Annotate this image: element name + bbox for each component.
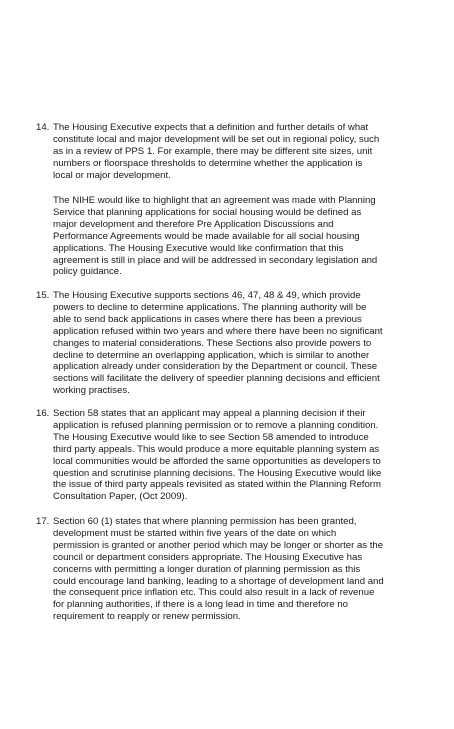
text-line: numbers or floorspace thresholds to determine whether the application is <box>53 157 363 169</box>
text-line: Performance Agreements would be made available for all social housing <box>53 230 360 242</box>
paragraph-body <box>53 290 436 397</box>
text-line: third party appeals. This would produce a more equitable planning system as <box>53 443 380 455</box>
text-line: The Housing Executive expects that a definition and further details of what <box>53 122 369 133</box>
paragraph-body <box>53 516 436 623</box>
text-line: local communities would be afforded the same opportunities as developers to <box>53 455 381 467</box>
paragraph-body <box>53 122 436 182</box>
text-line: local or major development. <box>53 169 171 181</box>
numbered-paragraph-17 <box>36 516 436 623</box>
nihe-paragraph <box>53 195 437 278</box>
text-line: development must be started within five years of the date on which <box>53 527 337 539</box>
text-line: application is refused planning permission or to remove a planning condition. <box>53 419 379 431</box>
paragraph-number: 14. <box>36 122 50 133</box>
text-line: requirement to reapply or renew permission. <box>53 611 241 623</box>
text-line: council or department considers appropriate. The Housing Executive has <box>53 551 363 563</box>
text-line: constitute local and major development will be set out in regional policy, such <box>53 133 380 145</box>
text-line: working practises. <box>53 385 130 397</box>
text-line: as in a review of PPS 1. For example, there may be different site sizes, unit <box>53 145 373 157</box>
text-line: major development and therefore Pre Application Discussions and <box>53 218 334 230</box>
text-line: applications. The Housing Executive would like confirmation that this <box>53 242 344 254</box>
numbered-paragraph-16 <box>36 408 436 503</box>
numbered-paragraph-15 <box>36 290 436 397</box>
text-line: powers to decline to determine applications. The planning authority will be <box>53 301 367 313</box>
text-line: decline to determine an overlapping application, which is similar to another <box>53 349 370 361</box>
paragraph-number: 16. <box>36 408 50 419</box>
text-line: sections will facilitate the delivery of speedier planning decisions and efficient <box>53 373 380 385</box>
text-line: question and scrutinise planning decisions. The Housing Executive would like <box>53 467 382 479</box>
text-line: agreement is still in place and will be addressed in secondary legislation and <box>53 254 378 266</box>
numbered-paragraph-14 <box>36 122 436 182</box>
paragraph-body <box>53 408 436 503</box>
text-line: Service that planning applications for social housing would be defined as <box>53 206 362 218</box>
text-line: Consultation Paper, (Oct 2009). <box>53 491 188 503</box>
text-line: The Housing Executive supports sections 46, 47, 48 & 49, which provide <box>53 290 361 301</box>
text-line: permission is granted or another period which may be longer or shorter as the <box>53 539 384 551</box>
text-line: the consequent price inflation etc. This could also result in a lack of revenue <box>53 587 375 599</box>
text-line: policy guidance. <box>53 266 122 278</box>
text-line: Section 58 states that an applicant may appeal a planning decision if their <box>53 408 366 419</box>
paragraph-number: 15. <box>36 290 50 301</box>
text-line: Section 60 (1) states that where planning permission has been granted, <box>53 516 357 527</box>
paragraph-number: 17. <box>36 516 50 527</box>
text-line: for planning authorities, if there is a long lead in time and therefore no <box>53 599 348 611</box>
text-line: able to send back applications in cases where there has been a previous <box>53 313 362 325</box>
text-line: application already under consideration by the Department or council. These <box>53 361 378 373</box>
text-line: application refused within two years and where there have been no significant <box>53 325 383 337</box>
text-line: the issue of third party appeals revisited as stated within the Planning Reform <box>53 479 381 491</box>
text-line: could encourage land banking, leading to a shortage of development land and <box>53 575 384 587</box>
text-line: The NIHE would like to highlight that an agreement was made with Planning <box>53 195 376 206</box>
text-line: changes to material considerations. These Sections also provide powers to <box>53 337 372 349</box>
text-line: The Housing Executive would like to see Section 58 amended to introduce <box>53 431 369 443</box>
text-line: concerns with permitting a longer duration of planning permission as this <box>53 563 361 575</box>
